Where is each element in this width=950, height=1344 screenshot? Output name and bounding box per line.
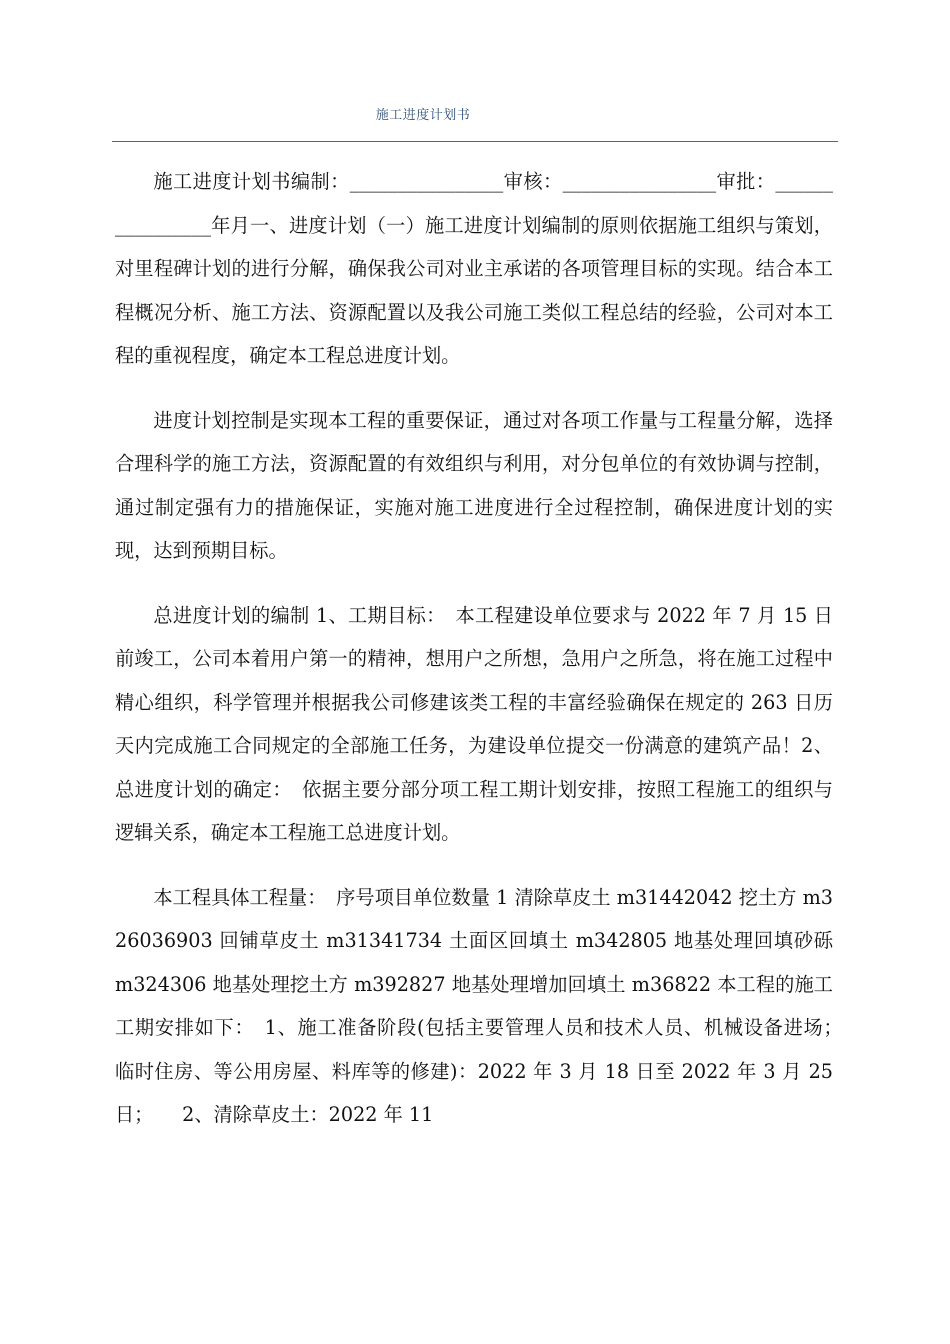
paragraph-schedule-control: 进度计划控制是实现本工程的重要保证，通过对各项工作量与工程量分解，选择合理科学的施工方法，资源配置的有效组织与利用，对分包单位的有效协调与控制，通过制定强有力的措施保证，实施对施工进度进行全过程控制，确保进度计划的实现，达到预期目标。 — [115, 408, 833, 562]
paragraph-schedule-principles: 施工进度计划书编制：________________审核：________________审批：________________年月一、进度计划（一）施工进度计划编制的原则依据施工组织与策划，对里程碑计划的进行分解，确保我公司对业主承诺的各项管理目标的实现。结合本工程概况分析、施工方法、资源配置以及我公司施工类似工程总结的经验，公司对本工程的重视程度，确定本工程总进度计划。 — [115, 170, 833, 367]
paragraph-work-quantities: 本工程具体工程量： 序号项目单位数量 1 清除草皮土 m31442042 挖土方 m326036903 回铺草皮土 m31341734 土面区回填土 m342805 地基处理回填砂砾 m324306 地基处理挖土方 m392827 地基处理增加回填土 m36822 本工程的施工工期安排如下： 1、施工准备阶段(包括主要管理人员和技术人员、机械设备进场； 临时住房、等公用房屋、料库等的修建)：2022 年 3 月 18 日至 2022 年 3 月 25 日； 2、清除草皮土：2022 年 11 — [115, 885, 853, 1126]
page-header-title: 施工进度计划书 — [375, 108, 471, 123]
header-divider — [112, 141, 838, 142]
document-body — [115, 160, 853, 1137]
paragraph-overall-schedule: 总进度计划的编制 1、工期目标： 本工程建设单位要求与 2022 年 7 月 15 日前竣工，公司本着用户第一的精神，想用户之所想，急用户之所急，将在施工过程中精心组织，科学管理并根据我公司修建该类工程的丰富经验确保在规定的 263 日历天内完成施工合同规定的全部施工任务，为建设单位提交一份满意的建筑产品！2、总进度计划的确定： 依据主要分部分项工程工期计划安排，按照工程施工的组织与逻辑关系，确定本工程施工总进度计划。 — [115, 603, 833, 844]
